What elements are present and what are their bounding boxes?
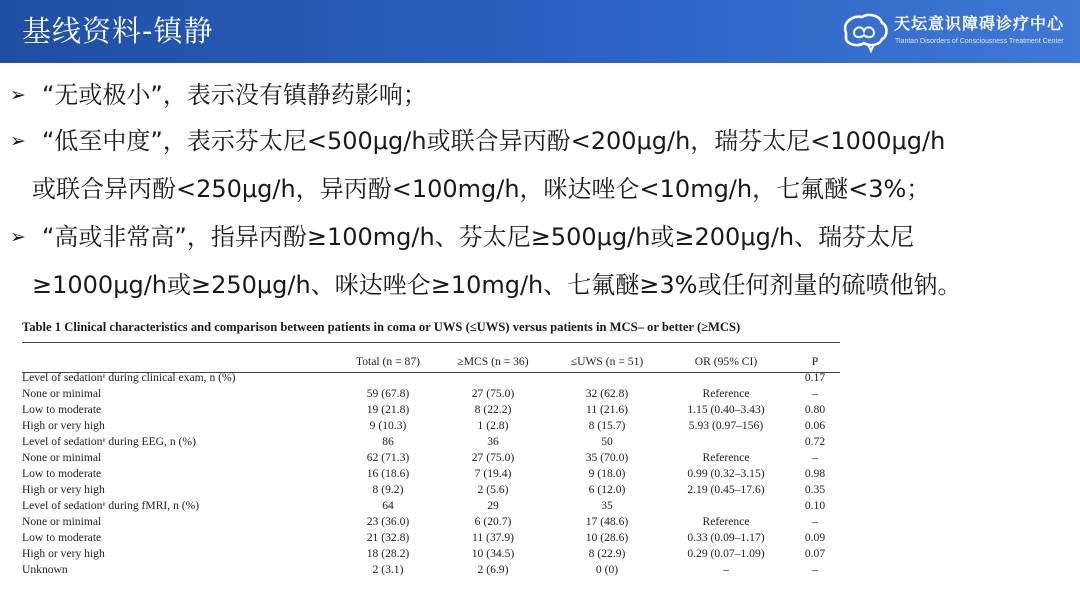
row-label: Level of sedationᵉ during fMRI, n (%) bbox=[22, 499, 200, 512]
table-cell: 0.98 bbox=[804, 467, 826, 480]
row-label: Level of sedationᵉ during EEG, n (%) bbox=[22, 435, 196, 448]
row-label: High or very high bbox=[22, 547, 105, 560]
table-row bbox=[22, 482, 840, 498]
center-logo bbox=[838, 11, 1070, 53]
table-cell: 0 (0) bbox=[595, 563, 619, 576]
table-cell: 6 (12.0) bbox=[588, 483, 626, 496]
table-cell: 5.93 (0.97–156) bbox=[688, 419, 764, 432]
table-cell: – bbox=[723, 563, 729, 576]
bullet-line-continuation: 或联合异丙酚<250μg/h，异丙酚<100mg/h，咪达唑仑<10mg/h，七氟醚<3%； bbox=[32, 175, 931, 203]
table-row bbox=[22, 370, 840, 386]
table-cell: 18 (28.2) bbox=[366, 547, 410, 560]
table-cell: 1 (2.8) bbox=[477, 419, 509, 432]
table-cell: 23 (36.0) bbox=[366, 515, 410, 528]
table-row bbox=[22, 434, 840, 450]
table-row bbox=[22, 402, 840, 418]
table-cell: 10 (34.5) bbox=[471, 547, 515, 560]
table-cell: 0.80 bbox=[804, 403, 826, 416]
table-cell: 29 bbox=[487, 499, 499, 512]
slide-title: 基线资料-镇静 bbox=[22, 14, 214, 48]
table-cell: 17 (48.6) bbox=[585, 515, 629, 528]
bullet-line-continuation: ≥1000μg/h或≥250μg/h、咪达唑仑≥10mg/h、七氟醚≥3%或任何剂量的硫喷他钠。 bbox=[32, 271, 962, 299]
table-cell: 9 (18.0) bbox=[588, 467, 626, 480]
table-cell: 0.35 bbox=[804, 483, 826, 496]
table-cell: 19 (21.8) bbox=[366, 403, 410, 416]
row-label: High or very high bbox=[22, 419, 105, 432]
table-top-rule bbox=[22, 342, 840, 343]
table-cell bbox=[434, 370, 552, 386]
arrow-bullet-icon: ➢ bbox=[10, 84, 26, 106]
row-label: None or minimal bbox=[22, 515, 102, 528]
table-cell: – bbox=[812, 563, 818, 576]
table-cell: 27 (75.0) bbox=[471, 387, 515, 400]
column-header: Total (n = 87) bbox=[355, 355, 420, 368]
table-row bbox=[22, 466, 840, 482]
table-row bbox=[22, 450, 840, 466]
bullet-line: “低至中度”，表示芬太尼<500μg/h或联合异丙酚<200μg/h，瑞芬太尼<1000μg/h bbox=[42, 127, 946, 155]
table-cell: – bbox=[812, 387, 818, 400]
table-cell: 59 (67.8) bbox=[366, 387, 410, 400]
table-cell bbox=[552, 370, 662, 386]
table-cell: 0.33 (0.09–1.17) bbox=[687, 531, 765, 544]
arrow-bullet-icon: ➢ bbox=[10, 130, 26, 152]
column-header: P bbox=[811, 355, 819, 368]
table-cell: 2 (6.9) bbox=[477, 563, 509, 576]
logo-english-name: Tiantan Disorders of Consciousness Treatment Center bbox=[895, 38, 1064, 45]
table-cell: 0.99 (0.32–3.15) bbox=[687, 467, 765, 480]
table-cell: 11 (37.9) bbox=[471, 531, 515, 544]
table-cell: 16 (18.6) bbox=[366, 467, 410, 480]
arrow-bullet-icon: ➢ bbox=[10, 226, 26, 248]
data-table bbox=[22, 353, 840, 578]
table-cell: 1.15 (0.40–3.43) bbox=[687, 403, 765, 416]
table-cell: 0.10 bbox=[804, 499, 826, 512]
table-cell: 9 (10.3) bbox=[369, 419, 407, 432]
table-cell: 35 bbox=[601, 499, 613, 512]
table-header-row bbox=[22, 353, 840, 370]
table-cell bbox=[342, 370, 434, 386]
table-cell: 8 (22.9) bbox=[588, 547, 626, 560]
row-label: Level of sedationᵉ during clinical exam, n (%) bbox=[22, 371, 236, 384]
table-cell: 0.29 (0.07–1.09) bbox=[687, 547, 765, 560]
bullet-line: “无或极小”，表示没有镇静药影响； bbox=[42, 81, 427, 109]
table-cell: 35 (70.0) bbox=[585, 451, 629, 464]
table-row bbox=[22, 546, 840, 562]
table-cell: 2 (5.6) bbox=[477, 483, 509, 496]
row-label: High or very high bbox=[22, 483, 105, 496]
table-cell: 6 (20.7) bbox=[474, 515, 512, 528]
table-cell: 8 (15.7) bbox=[588, 419, 626, 432]
table-cell: 36 bbox=[487, 435, 499, 448]
table-cell: – bbox=[812, 515, 818, 528]
table-row bbox=[22, 498, 840, 514]
row-label: None or minimal bbox=[22, 387, 102, 400]
table-cell: 62 (71.3) bbox=[366, 451, 410, 464]
table-cell: 0.17 bbox=[804, 371, 826, 384]
table-cell: 64 bbox=[382, 499, 394, 512]
table-cell: 27 (75.0) bbox=[471, 451, 515, 464]
row-label: Low to moderate bbox=[22, 531, 102, 544]
row-label: None or minimal bbox=[22, 451, 102, 464]
logo-chinese-name: 天坛意识障碍诊疗中心 bbox=[894, 14, 1065, 33]
column-header bbox=[22, 353, 342, 370]
table-cell: Reference bbox=[702, 387, 750, 400]
column-header: ≤UWS (n = 51) bbox=[570, 355, 644, 368]
table-cell: 2.19 (0.45–17.6) bbox=[687, 483, 765, 496]
table-cell: 7 (19.4) bbox=[474, 467, 512, 480]
table-cell: 0.72 bbox=[804, 435, 826, 448]
brain-logo-icon bbox=[838, 11, 890, 53]
row-label: Low to moderate bbox=[22, 467, 102, 480]
table-cell: 21 (32.8) bbox=[366, 531, 410, 544]
bullet-line: “高或非常高”，指异丙酚≥100mg/h、芬太尼≥500μg/h或≥200μg/h、瑞芬太尼 bbox=[42, 223, 915, 251]
table-cell: 0.06 bbox=[804, 419, 826, 432]
row-label: Low to moderate bbox=[22, 403, 102, 416]
column-header: OR (95% CI) bbox=[694, 355, 758, 368]
table-cell: – bbox=[812, 451, 818, 464]
table-cell bbox=[662, 498, 790, 514]
table-cell: 11 (21.6) bbox=[585, 403, 629, 416]
table-cell: 10 (28.6) bbox=[585, 531, 629, 544]
table-cell: Reference bbox=[702, 515, 750, 528]
table-row bbox=[22, 418, 840, 434]
table-cell bbox=[662, 370, 790, 386]
table-cell: Reference bbox=[702, 451, 750, 464]
table-cell: 0.09 bbox=[804, 531, 826, 544]
table-caption: Table 1 Clinical characteristics and comparison between patients in coma or UWS (≤UWS) versus patients in MCS– or better (≥MCS) bbox=[22, 320, 741, 334]
table-row bbox=[22, 514, 840, 530]
table-row bbox=[22, 562, 840, 578]
table-row bbox=[22, 386, 840, 402]
slide-header bbox=[0, 0, 1080, 63]
table-cell: 2 (3.1) bbox=[372, 563, 404, 576]
table-cell bbox=[662, 434, 790, 450]
column-header: ≥MCS (n = 36) bbox=[457, 355, 529, 368]
table-cell: 86 bbox=[382, 435, 394, 448]
table-cell: 8 (22.2) bbox=[474, 403, 512, 416]
row-label: Unknown bbox=[22, 563, 68, 576]
table-cell: 50 bbox=[601, 435, 613, 448]
table-cell: 32 (62.8) bbox=[585, 387, 629, 400]
table-cell: 8 (9.2) bbox=[372, 483, 404, 496]
table-cell: 0.07 bbox=[804, 547, 826, 560]
table-row bbox=[22, 530, 840, 546]
